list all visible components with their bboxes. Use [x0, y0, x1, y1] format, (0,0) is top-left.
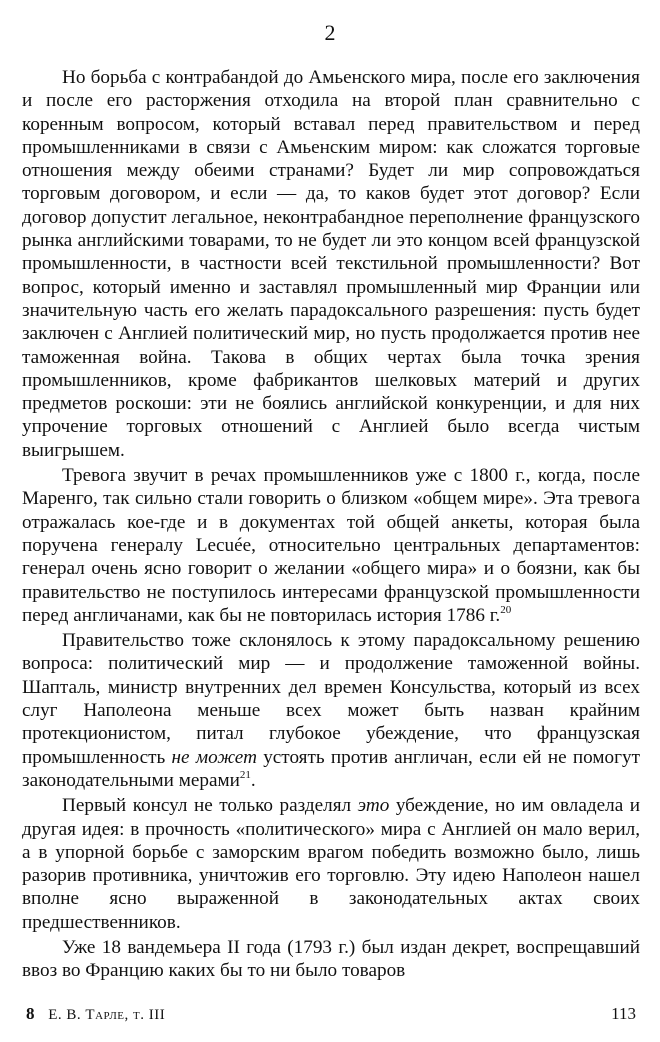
emphasis-text: не может — [171, 746, 257, 768]
paragraph-text: . — [250, 769, 256, 791]
paragraph — [22, 936, 640, 983]
emphasis-text: это — [357, 795, 390, 817]
paragraph — [22, 629, 640, 792]
paragraph — [22, 794, 640, 934]
paragraph-text: Первый консул не только разделял — [62, 795, 358, 817]
paragraph-text: Уже 18 вандемьера II года (1793 г.) был издан декрет, воспрещавший ввоз во Францию каких бы то ни было товаров — [22, 936, 640, 982]
paragraph-text: Правительство тоже склонялось к этому парадоксальному решению вопроса: политический мир — и продолжение таможенной войны. Шапталь, министр внутренних дел времен Консульства, который из всех слуг Наполеона меньше всех может быть назван крайним протекционистом, питал глубокое убеждение, что французская промышленность — [22, 630, 640, 768]
printer-signature — [26, 1004, 165, 1025]
paragraph-text: Тревога звучит в речах промышленников уже с 1800 г., когда, после Маренго, так сильно стали говорить о близком «общем мире». Эта тревога отражалась кое-где и в документах той общей анкеты, которая была поручена генералу Lecuée, относительно центральных департаментов: генерал очень ясно говорит о желании «общего мира» и о боязни, как бы правительство не поступилось интересами французской промышленности перед англичанами, как бы не повторилась история 1786 г. — [22, 465, 640, 626]
body-text — [22, 66, 640, 983]
signature-text: Е. В. Тарле, т. III — [48, 1007, 166, 1023]
paragraph-text: устоять против англичан, если ей не помогут законодательными мерами — [22, 746, 640, 791]
folio-number: 113 — [611, 1004, 636, 1023]
signature-number: 8 — [26, 1004, 35, 1023]
paragraph-text: убеждение, но им овладела и другая идея: в прочность «политического» мира с Англией он мало верил, а в упорной борьбе с заморским врагом победить возможно было, лишь разорив противника, уничтожив его торговлю. Эту идею Наполеон нашел вполне ясно выраженной в законодательных актах своих предшественников. — [22, 795, 640, 933]
footnote-reference: 20 — [500, 603, 512, 616]
page-number: 2 — [324, 20, 336, 45]
footnote-reference: 21 — [239, 768, 251, 781]
paragraph — [22, 66, 640, 462]
paragraph-text: Но борьба с контрабандой до Амьенского мира, после его заключения и после его расторжения отходила на второй план сравнительно с коренным вопросом, который вставал перед правительством и перед промышленниками в связи с Амьенским миром: как сложатся торговые отношения между обеими странами? Будет ли мир сопровождаться торговым договором, и если — да, то каков будет этот договор? Если договор допустит легальное, неконтрабандное переполнение французского рынка английскими товарами, то не будет ли это концом всей французской промышленности, в частности всей текстильной промышленности? Вот вопрос, который именно и заставлял промышленный мир Франции или значительную часть его желать парадоксального разрешения: пусть будет заключен с Англией политический мир, но пусть продолжается против нее таможенная война. Такова в общих чертах была точка зрения промышленников, кроме фабрикантов шелковых материй и других предметов роскоши: эти не боялись английской конкуренции, и для них упрочение торговых отношений с Англией было всегда чистым выигрышем. — [22, 67, 640, 461]
paragraph — [22, 464, 640, 627]
